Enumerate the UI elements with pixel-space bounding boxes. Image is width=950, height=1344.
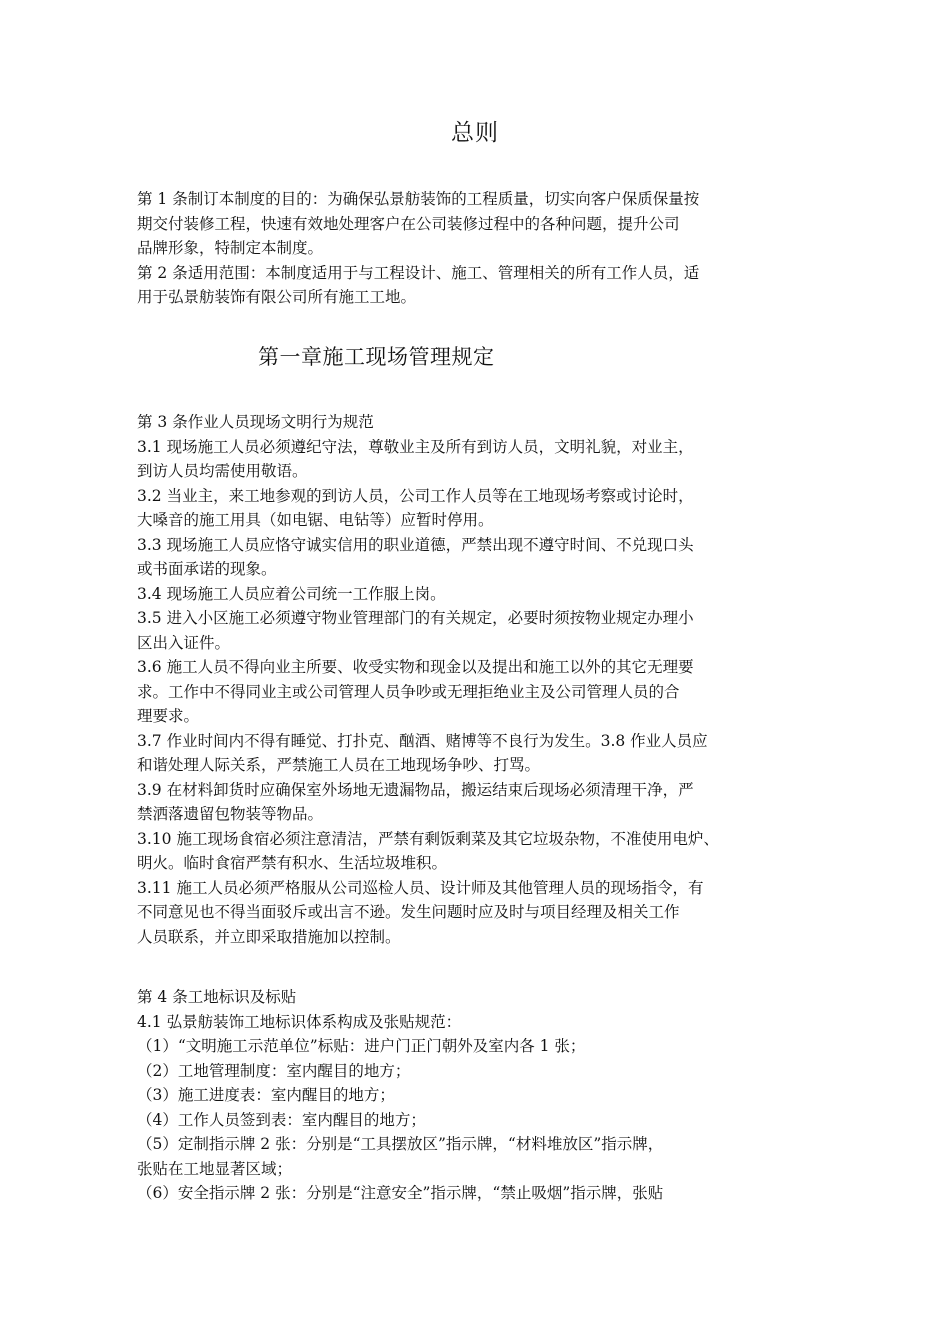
article-3-section [137, 410, 837, 949]
text-line: 人员联系，并立即采取措施加以控制。 [137, 927, 401, 946]
article-4-section [137, 985, 837, 1206]
text-line: 和谐处理人际关系，严禁施工人员在工地现场争吵、打骂。 [137, 756, 541, 774]
text-line: 3.11 施工人员必须严格服从公司巡检人员、设计师及其他管理人员的现场指令，有 [137, 878, 704, 897]
text-line: 3.5 进入小区施工必须遵守物业管理部门的有关规定，必要时须按物业规定办理小 [137, 609, 694, 627]
text-line: 明火。临时食宿严禁有积水、生活垃圾堆积。 [137, 854, 448, 872]
text-line: 3.3 现场施工人员应恪守诚实信用的职业道德，严禁出现不遵守时间、不兑现口头 [137, 535, 694, 554]
text-line: 3.2 当业主，来工地参观的到访人员，公司工作人员等在工地现场考察或讨论时， [137, 486, 694, 505]
general-provisions-section [137, 187, 837, 310]
text-line: 到访人员均需使用敬语。 [137, 462, 308, 480]
chapter-title: 第一章施工现场管理规定 [258, 345, 495, 369]
text-line: 3.1 现场施工人员必须遵纪守法，尊敬业主及所有到访人员，文明礼貌，对业主， [137, 437, 694, 456]
text-line: 理要求。 [137, 707, 200, 725]
text-line: 用于弘景舫装饰有限公司所有施工工地。 [137, 288, 417, 306]
text-line: 禁洒落遗留包物装等物品。 [137, 805, 324, 823]
text-line: 不同意见也不得当面驳斥或出言不逊。发生问题时应及时与项目经理及相关工作 [137, 903, 680, 921]
text-line: （4）工作人员签到表：室内醒目的地方； [137, 1110, 426, 1129]
text-line: （5）定制指示牌 2 张：分别是“工具摆放区”指示牌，“材料堆放区”指示牌， [137, 1135, 664, 1153]
text-line: 品牌形象，特制定本制度。 [137, 239, 324, 257]
text-line: （3）施工进度表：室内醒目的地方； [137, 1086, 395, 1104]
text-line: （6）安全指示牌 2 张：分别是“注意安全”指示牌，“禁止吸烟”指示牌，张贴 [137, 1184, 664, 1202]
text-line: 第 2 条适用范围：本制度适用于与工程设计、施工、管理相关的所有工作人员，适 [137, 263, 700, 282]
text-line: （2）工地管理制度：室内醒目的地方； [137, 1061, 411, 1080]
text-line: 第 1 条制订本制度的目的：为确保弘景舫装饰的工程质量，切实向客户保质保量按 [137, 190, 700, 208]
text-line: 3.9 在材料卸货时应确保室外场地无遗漏物品，搬运结束后现场必须清理干净，严 [137, 780, 694, 799]
text-line: 或书面承诺的现象。 [137, 560, 277, 578]
text-line: 期交付装修工程，快速有效地处理客户在公司装修过程中的各种问题，提升公司 [137, 214, 680, 233]
article-heading: 第 4 条工地标识及标贴 [137, 988, 297, 1006]
text-line: 求。工作中不得同业主或公司管理人员争吵或无理拒绝业主及公司管理人员的合 [137, 682, 680, 701]
text-line: 4.1 弘景舫装饰工地标识体系构成及张贴规范： [137, 1012, 462, 1031]
text-line: 区出入证件。 [137, 633, 231, 652]
text-line: 3.10 施工现场食宿必须注意清洁，严禁有剩饭剩菜及其它垃圾杂物，不准使用电炉、 [137, 829, 719, 848]
article-heading: 第 3 条作业人员现场文明行为规范 [137, 413, 374, 431]
text-line: 大嗓音的施工用具（如电锯、电钻等）应暂时停用。 [137, 511, 494, 529]
document-title: 总则 [451, 120, 499, 146]
text-line: 3.7 作业时间内不得有睡觉、打扑克、酗酒、赌博等不良行为发生。3.8 作业人员应 [137, 731, 708, 750]
text-line: 张贴在工地显著区域； [137, 1159, 293, 1178]
text-line: 3.6 施工人员不得向业主所要、收受实物和现金以及提出和施工以外的其它无理要 [137, 658, 694, 676]
text-line: （1）“文明施工示范单位”标贴：进户门正门朝外及室内各 1 张； [137, 1037, 586, 1055]
text-line: 3.4 现场施工人员应着公司统一工作服上岗。 [137, 584, 446, 603]
